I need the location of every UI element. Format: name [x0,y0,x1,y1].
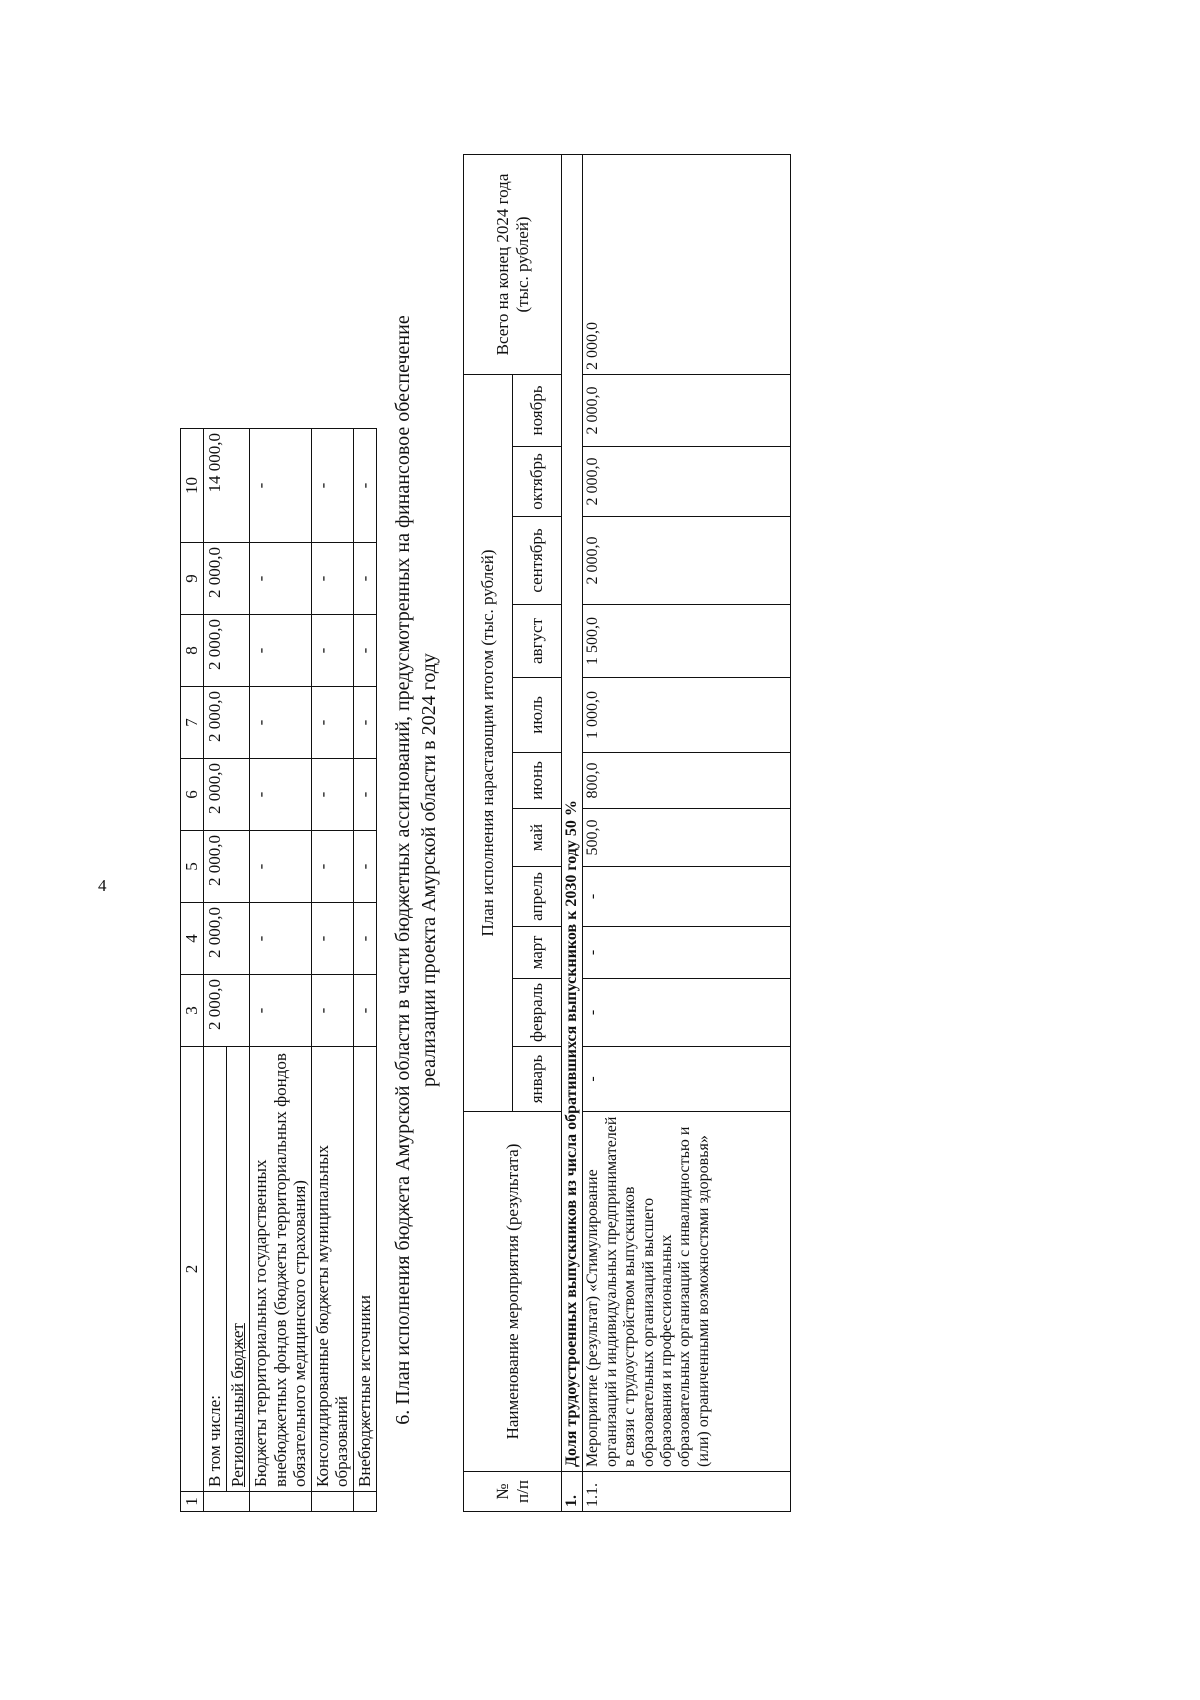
month-value: 2 000,0 [583,516,791,604]
value-cell: - [353,759,376,831]
total-value: 2 000,0 [583,154,791,374]
value-cell: - [250,615,312,687]
row-label: Консолидированные бюджеты муниципальных образований [311,1047,353,1492]
row-num: 1.1. [583,1472,791,1512]
month-value: 2 000,0 [583,446,791,516]
value-cell: 2 000,0 [204,543,250,615]
table-row [204,429,227,1512]
value-cell: 2 000,0 [204,687,250,759]
table-row [353,429,376,1512]
month-value: 800,0 [583,752,791,808]
col-header: 8 [181,615,204,687]
col-header: 6 [181,759,204,831]
value-cell: 2 000,0 [204,759,250,831]
value-cell: - [353,429,376,543]
value-cell: - [250,687,312,759]
month-header: март [513,926,562,978]
month-header: апрель [513,866,562,926]
value-cell: - [353,903,376,975]
month-header: июль [513,677,562,752]
value-cell: - [353,975,376,1047]
value-cell: - [311,759,353,831]
month-header: май [513,808,562,866]
month-value: 1 500,0 [583,604,791,677]
col-header: 4 [181,903,204,975]
section-heading [390,190,442,1550]
month-header: сентябрь [513,516,562,604]
value-cell: - [311,687,353,759]
section-heading-line1: 6. План исполнения бюджета Амурской области в части бюджетных ассигнований, предусмотренных на финансовое обеспечение [392,315,414,1425]
row-label: В том числе: [204,1047,227,1492]
month-header: февраль [513,978,562,1046]
header-plan: План исполнения нарастающим итогом (тыс. рублей) [464,374,513,1111]
table-row [311,429,353,1512]
value-cell: - [250,975,312,1047]
value-cell: 2 000,0 [204,831,250,903]
value-cell: - [311,429,353,543]
col-header: 3 [181,975,204,1047]
row-num-cell [353,1492,376,1512]
table-header-row [181,429,204,1512]
month-value: - [583,978,791,1046]
row-name: Мероприятие (результат) «Стимулирование организаций и индивидуальных предпринимателей в связи с трудоустройством выпускников образовательных организаций высшего образования и профессиональных образовательных организаций с инвалидностью и (или) ограниченными возможностями здоровья» [583,1112,791,1472]
row-label: Региональный бюджет [227,1047,250,1492]
section-title: Доля трудоустроенных выпускников из числа обратившихся выпускников к 2030 году 50 % [562,154,583,1471]
header-num: № п/п [464,1472,562,1512]
row-label: Бюджеты территориальных государственных внебюджетных фондов (бюджеты территориальных фондов обязательного медицинского страхования) [250,1047,312,1492]
month-value: 500,0 [583,808,791,866]
value-cell: 14 000,0 [204,429,250,543]
page-number: 4 [98,876,107,895]
row-label: Внебюджетные источники [353,1047,376,1492]
month-value: - [583,1047,791,1112]
table-header-row [464,154,513,1511]
section-row [562,154,583,1511]
month-header: июнь [513,752,562,808]
budget-plan-table [463,154,791,1512]
month-header: ноябрь [513,374,562,446]
value-cell: - [353,615,376,687]
row-num-cell [311,1492,353,1512]
header-total: Всего на конец 2024 года (тыс. рублей) [464,154,562,374]
month-header: январь [513,1047,562,1112]
value-cell: - [353,543,376,615]
month-header: октябрь [513,446,562,516]
header-name: Наименование мероприятия (результата) [464,1112,562,1472]
table-row [250,429,312,1512]
row-num-cell [250,1492,312,1512]
col-header: 7 [181,687,204,759]
value-cell: - [311,903,353,975]
month-value: 2 000,0 [583,374,791,446]
col-header: 10 [181,429,204,543]
section-num: 1. [562,1472,583,1512]
value-cell: 2 000,0 [204,903,250,975]
section-heading-line2: реализации проекта Амурской области в 2024 году [418,653,440,1087]
value-cell: 2 000,0 [204,615,250,687]
value-cell: 2 000,0 [204,975,250,1047]
col-header: 2 [181,1047,204,1492]
value-cell: - [311,543,353,615]
table-row [583,154,791,1511]
col-header: 5 [181,831,204,903]
value-cell: - [250,429,312,543]
value-cell: - [250,543,312,615]
value-cell: - [311,615,353,687]
value-cell: - [311,975,353,1047]
value-cell: - [353,831,376,903]
value-cell: - [311,831,353,903]
row-num-cell [204,1492,250,1512]
budget-sources-table [180,428,377,1512]
value-cell: - [353,687,376,759]
value-cell: - [250,759,312,831]
month-value: - [583,866,791,926]
month-value: 1 000,0 [583,677,791,752]
col-header: 9 [181,543,204,615]
value-cell: - [250,903,312,975]
value-cell: - [250,831,312,903]
month-value: - [583,926,791,978]
col-header: 1 [181,1492,204,1512]
month-header: август [513,604,562,677]
